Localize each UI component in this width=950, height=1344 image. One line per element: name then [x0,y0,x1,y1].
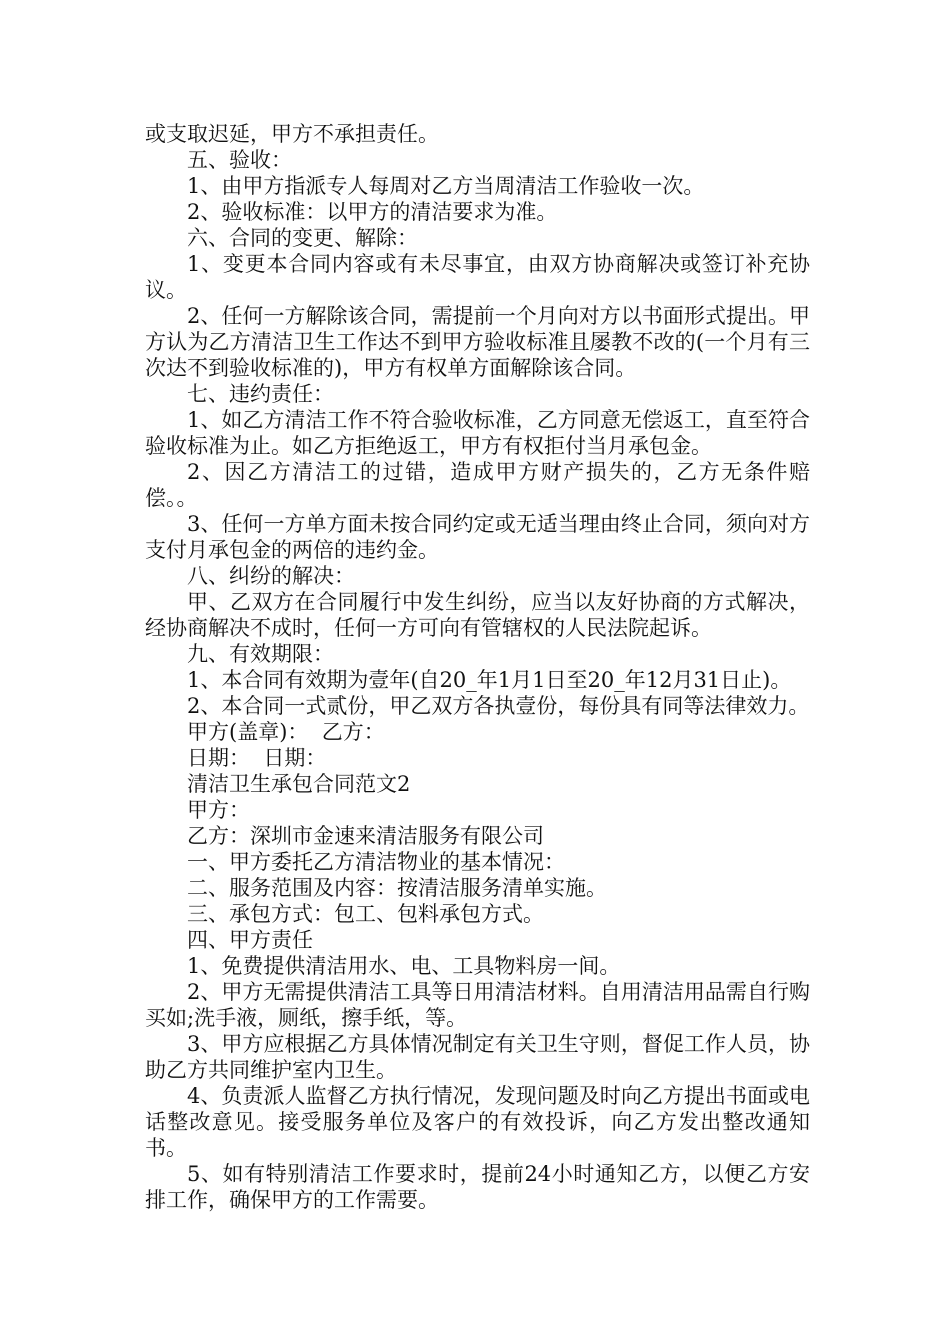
signature-line: 甲方(盖章)： 乙方： [187,720,385,744]
clause-change-1: 1、变更本合同内容或有未尽事宜，由双方协商解决或签订补充协议。 [145,252,810,302]
date-line: 日期： 日期： [187,746,327,770]
duty-clause-5: 5、如有特别清洁工作要求时，提前24小时通知乙方，以便乙方安排工作，确保甲方的工作需要。 [145,1162,810,1212]
clause-liability-2: 2、因乙方清洁工的过错，造成甲方财产损失的，乙方无条件赔偿。。 [145,460,810,510]
section-heading-acceptance: 五、验收： [187,148,292,172]
contract-2-title: 清洁卫生承包合同范文2 [187,772,411,796]
section-4-party-a-duty: 四、甲方责任 [187,928,313,952]
clause-acceptance-2: 2、验收标准：以甲方的清洁要求为准。 [187,200,558,224]
party-a-line: 甲方： [187,798,250,822]
section-1-basic-info: 一、甲方委托乙方清洁物业的基本情况： [187,850,565,874]
clause-liability-1: 1、如乙方清洁工作不符合验收标准，乙方同意无偿返工，直至符合验收标准为止。如乙方拒绝返工，甲方有权拒付当月承包金。 [145,408,810,458]
paragraph-continuation: 或支取迟延，甲方不承担责任。 [145,122,439,146]
document-body [145,121,810,1213]
duty-clause-4: 4、负责派人监督乙方执行情况，发现问题及时向乙方提出书面或电话整改意见。接受服务单位及客户的有效投诉，向乙方发出整改通知书。 [145,1084,810,1160]
clause-liability-3: 3、任何一方单方面未按合同约定或无适当理由终止合同，须向对方支付月承包金的两倍的违约金。 [145,512,810,562]
clause-acceptance-1: 1、由甲方指派专人每周对乙方当周清洁工作验收一次。 [187,174,705,198]
clause-change-2: 2、任何一方解除该合同，需提前一个月向对方以书面形式提出。甲方认为乙方清洁卫生工作达不到甲方验收标准且屡教不改的(一个月有三次达不到验收标准的)，甲方有权单方面解除该合同。 [145,304,810,380]
party-b-line: 乙方：深圳市金速来清洁服务有限公司 [187,824,544,848]
duty-clause-3: 3、甲方应根据乙方具体情况制定有关卫生守则，督促工作人员，协助乙方共同维护室内卫生。 [145,1032,810,1082]
clause-dispute: 甲、乙双方在合同履行中发生纠纷，应当以友好协商的方式解决，经协商解决不成时，任何一方可向有管辖权的人民法院起诉。 [145,590,810,640]
section-heading-dispute: 八、纠纷的解决： [187,564,355,588]
section-heading-term: 九、有效期限： [187,642,334,666]
section-3-method: 三、承包方式：包工、包料承包方式。 [187,902,544,926]
duty-clause-1: 1、免费提供清洁用水、电、工具物料房一间。 [187,954,621,978]
clause-term-2: 2、本合同一式贰份，甲乙双方各执壹份，每份具有同等法律效力。 [187,694,810,718]
section-heading-change: 六、合同的变更、解除： [187,226,418,250]
section-heading-liability: 七、违约责任： [187,382,334,406]
clause-term-1: 1、本合同有效期为壹年(自20_年1月1日至20_年12月31日止)。 [187,668,792,692]
duty-clause-2: 2、甲方无需提供清洁工具等日用清洁材料。自用清洁用品需自行购买如;洗手液，厕纸，擦手纸，等。 [145,980,810,1030]
section-2-scope: 二、服务范围及内容：按清洁服务清单实施。 [187,876,607,900]
